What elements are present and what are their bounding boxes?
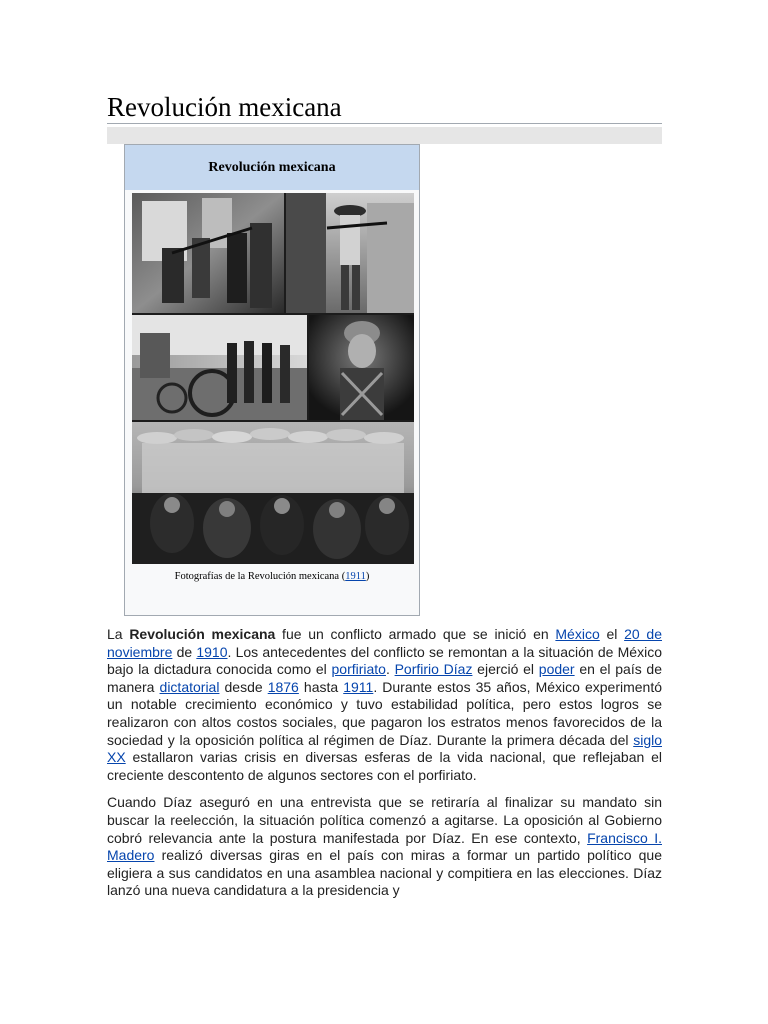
paragraph <box>107 626 662 784</box>
infobox-caption <box>125 571 419 582</box>
inline-link[interactable]: dictatorial <box>159 678 220 695</box>
inline-link[interactable]: 1911 <box>343 678 374 695</box>
text-run: Cuando Díaz aseguró en una entrevista que se retiraría al finalizar su mandato sin buscar la reelección, la situación política comenzó a agitarse. La oposición al Gobierno cobró relevancia ante la postura manifestada por Díaz. En ese contexto, <box>107 794 662 846</box>
inline-link[interactable]: Francisco I. Madero <box>107 829 662 864</box>
text-run: fue un conflicto armado que se inició en <box>275 626 556 642</box>
caption-link-1911[interactable]: 1911 <box>345 571 366 582</box>
inline-link[interactable]: 1876 <box>267 678 299 695</box>
notice-band <box>107 127 662 144</box>
text-run: La <box>107 626 130 642</box>
inline-link[interactable]: poder <box>538 661 575 678</box>
paragraph <box>107 794 662 900</box>
inline-link[interactable]: 20 de noviembre <box>107 626 662 660</box>
text-run: el <box>599 626 625 642</box>
bold-term: Revolución mexicana <box>129 626 276 642</box>
text-run: . Durante estos 35 años, México experimentó un notable crecimiento económico y tuvo estabilidad política, pero estos logros se realizaron con altos costos sociales, que pagaron los estratos menos favorecidos de la sociedad y la oposición política al régimen de Díaz. Durante la primera década del <box>107 678 663 748</box>
text-run: de <box>172 643 197 660</box>
text-run: . <box>385 661 395 678</box>
text-run: estallaron varias crisis en diversas esferas de la vida nacional, que reflejaban el creciente descontento de algunos sectores con el porfiriato. <box>107 749 662 783</box>
infobox-image[interactable] <box>132 193 414 564</box>
title-divider <box>107 123 662 124</box>
article-body <box>107 626 662 910</box>
caption-text: Fotografías de la Revolución mexicana ( <box>174 571 346 582</box>
text-run: . Los antecedentes del conflicto se remontan a la situación de México bajo la dictadura conocida como el <box>107 643 662 678</box>
inline-link[interactable]: México <box>555 626 600 642</box>
text-run: realizó diversas giras en el país con miras a formar un partido político que eligiera a sus candidatos en una asamblea nacional y compitiera en las elecciones. Díaz lanzó una nueva candidatura a la presidencia y <box>107 847 662 899</box>
text-run: desde <box>219 678 268 695</box>
text-run: hasta <box>298 678 344 695</box>
infobox-header: Revolución mexicana <box>125 145 419 190</box>
page-title: Revolución mexicana <box>107 92 342 122</box>
text-run: ejerció el <box>472 661 539 678</box>
inline-link[interactable]: porfiriato <box>331 661 386 678</box>
inline-link[interactable]: 1910 <box>196 643 228 660</box>
inline-link[interactable]: siglo XX <box>107 731 662 766</box>
inline-link[interactable]: Porfirio Díaz <box>394 661 473 678</box>
infobox <box>124 144 420 616</box>
text-run: en el país de manera <box>107 661 663 695</box>
caption-end: ) <box>365 571 370 582</box>
